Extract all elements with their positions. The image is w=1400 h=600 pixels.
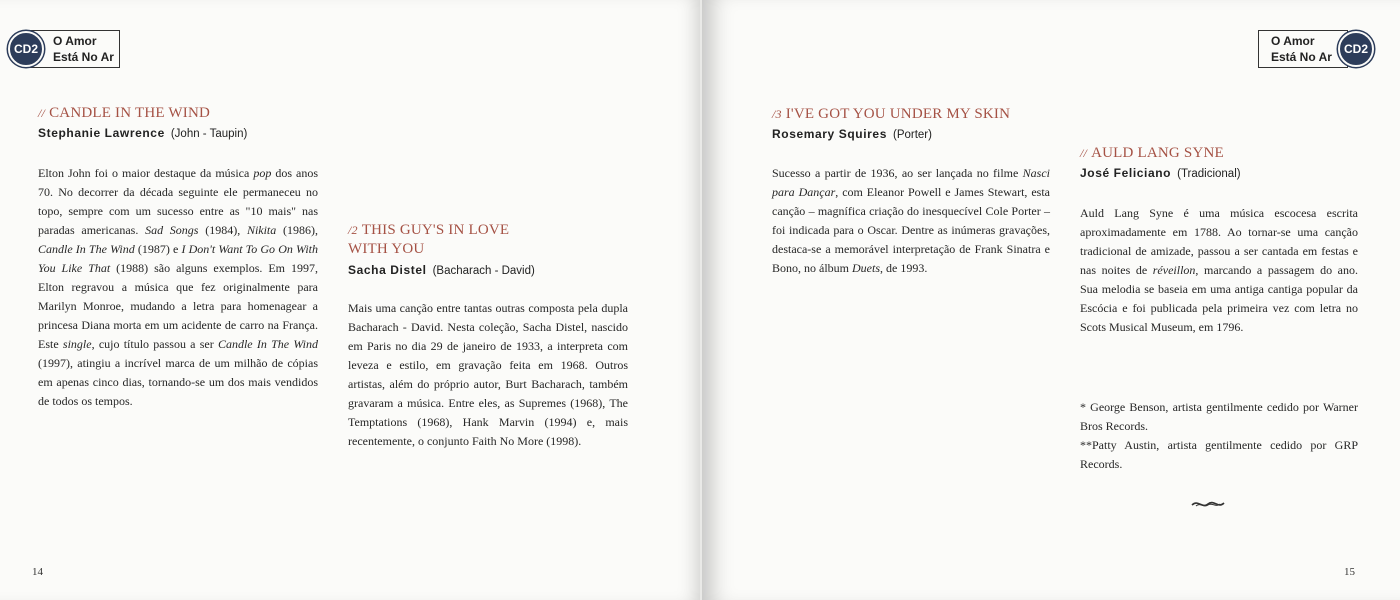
track-credit: (Porter)	[892, 129, 932, 141]
cd-disc-icon: CD2	[8, 31, 44, 67]
album-title-box	[1258, 30, 1348, 68]
track-title: /2 THIS GUY'S IN LOVE WITH YOU	[348, 222, 510, 257]
footnotes	[1080, 398, 1358, 474]
track-artist: Stephanie Lawrence (John - Taupin)	[38, 126, 248, 140]
track-title: /3 I'VE GOT YOU UNDER MY SKIN	[772, 106, 1011, 122]
album-title-line2: Está No Ar	[1271, 50, 1332, 64]
track-title: // AULD LANG SYNE	[1080, 145, 1224, 161]
track-credit: (John - Taupin)	[170, 128, 248, 140]
page-number: 14	[32, 566, 43, 578]
footnote: * George Benson, artista gentilmente cedido por Warner Bros Records.	[1080, 400, 1358, 433]
ornament-swirl-icon	[1190, 496, 1226, 512]
track-description: Sucesso a partir de 1936, ao ser lançada no filme Nasci para Dançar, com Eleanor Powell e James Stewart, esta canção – magnífica criação do inesquecível Cole Porter – foi indicada para o Oscar. Dentre as inúmeras gravações, destaca-se a memorável interpretação de Frank Sinatra e Bono, no álbum Duets, de 1993.	[772, 166, 1050, 275]
track-title: // CANDLE IN THE WIND	[38, 105, 211, 121]
album-title-line1: O Amor	[1271, 34, 1315, 48]
track-credit: (Tradicional)	[1177, 168, 1241, 180]
cd-disc-icon: CD2	[1338, 31, 1374, 67]
track-artist: Sacha Distel (Bacharach - David)	[348, 263, 535, 277]
right-page	[702, 0, 1400, 600]
footnote: **Patty Austin, artista gentilmente cedido por GRP Records.	[1080, 438, 1358, 471]
track-description: Elton John foi o maior destaque da música pop dos anos 70. No decorrer da década seguinte ele permaneceu no topo, sempre com um sucesso entre as "10 mais" nas paradas americanas. Sad Songs (1984), Nikita (1986), Candle In The Wind (1987) e I Don't Want To Go On With You Like That (1988) são alguns exemplos. Em 1997, Elton regravou a música que fez originalmente para Marilyn Monroe, mudando a letra para homenagear a princesa Diana morta em um acidente de carro na França. Este single, cujo título passou a ser Candle In The Wind (1997), atingiu a incrível marca de um milhão de cópias em apenas cinco dias, tornando-se um dos mais vendidos de todos os tempos.	[38, 166, 319, 408]
cd-badge	[8, 30, 122, 68]
track-description: Auld Lang Syne é uma música escocesa escrita aproximadamente em 1788. Ao tornar-se uma canção tradicional de amizade, passou a ser cantada em festas e nas noites de réveillon, marcando a passagem do ano. Sua melodia se baseia em uma antiga cantiga popular da Escócia e foi publicada pela primeira vez com letra no Scots Musical Museum, em 1796.	[1080, 206, 1358, 334]
album-title-line1: O Amor	[53, 34, 97, 48]
track-artist: José Feliciano (Tradicional)	[1080, 166, 1241, 180]
cd-badge	[1258, 30, 1374, 68]
track-artist: Rosemary Squires (Porter)	[772, 127, 932, 141]
album-title-line2: Está No Ar	[53, 50, 114, 64]
track-description: Mais uma canção entre tantas outras composta pela dupla Bacharach - David. Nesta coleção, Sacha Distel, nascido em Paris no dia 29 de janeiro de 1933, a interpreta com leveza e estilo, em gravação feita em 1968. Outros artistas, além do próprio autor, Burt Bacharach, também gravaram a música. Entre eles, as Supremes (1968), The Temptations (1968), Hank Marvin (1994) e, mais recentemente, o conjunto Faith No More (1998).	[348, 301, 628, 448]
track-credit: (Bacharach - David)	[432, 265, 535, 277]
page-number: 15	[1344, 566, 1355, 578]
